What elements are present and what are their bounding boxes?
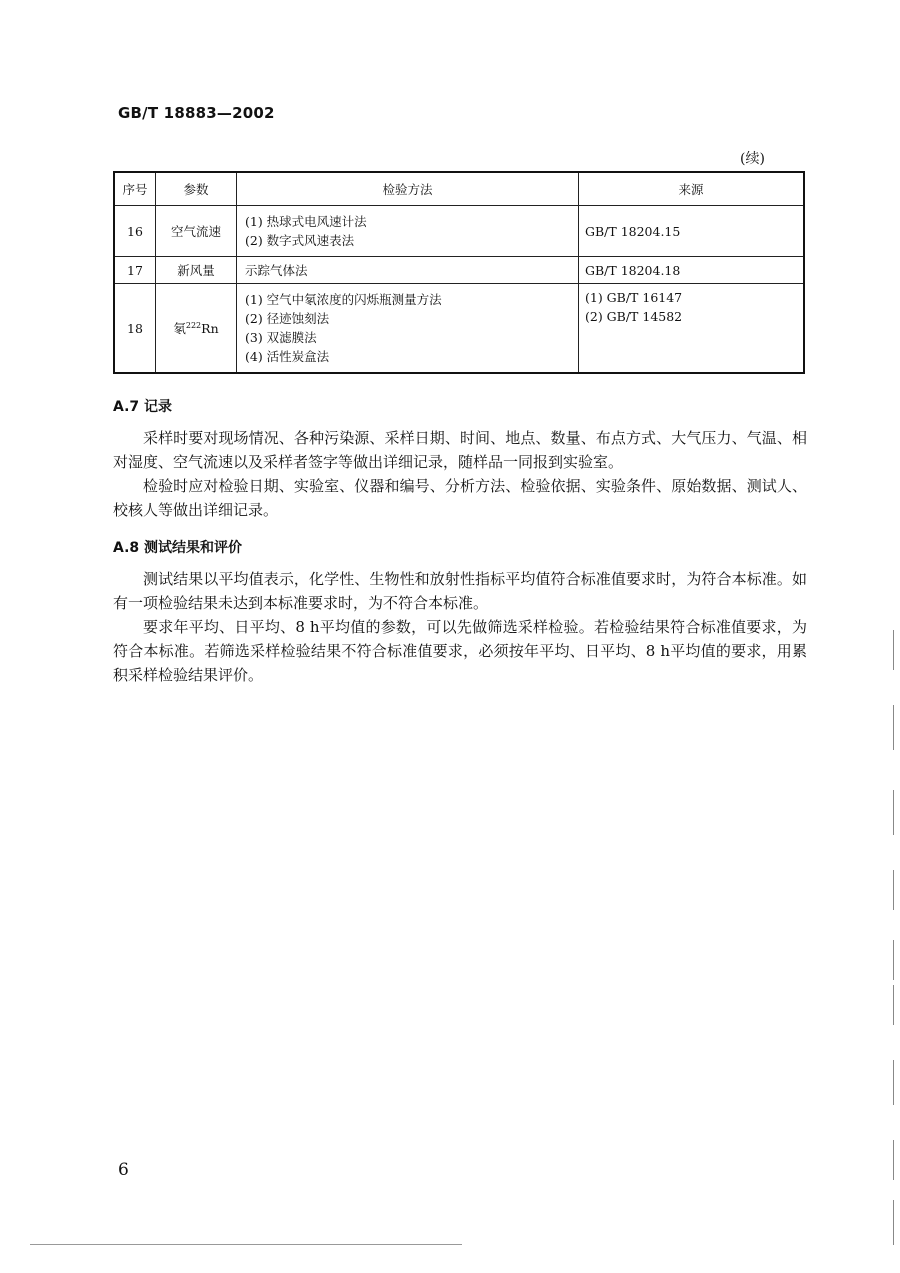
method-item: (1) 空气中氡浓度的闪烁瓶测量方法 — [245, 292, 442, 307]
method-item: (2) 数字式风速表法 — [245, 233, 355, 248]
row-no: 16 — [114, 206, 156, 257]
method-item: (1) 热球式电风速计法 — [245, 214, 367, 229]
row-param — [156, 284, 237, 374]
table-row — [114, 284, 804, 374]
paragraph: 要求年平均、日平均、8 h平均值的参数，可以先做筛选采样检验。若检验结果符合标准值要求，为符合本标准。若筛选采样检验结果不符合标准值要求，必须按年平均、日平均、8 h平均值的要求，用累积采样检验结果评价。 — [113, 618, 807, 684]
row-no: 17 — [114, 257, 156, 284]
scan-edge-mark — [893, 870, 894, 910]
paragraph: 测试结果以平均值表示，化学性、生物性和放射性指标平均值符合标准值要求时，为符合本标准。如有一项检验结果未达到本标准要求时，为不符合本标准。 — [113, 570, 807, 612]
method-item: (3) 双滤膜法 — [245, 330, 317, 345]
scan-edge-mark — [893, 705, 894, 750]
scan-edge-mark — [893, 985, 894, 1025]
col-header-no: 序号 — [114, 172, 156, 206]
method-item: (2) 径迹蚀刻法 — [245, 311, 330, 326]
table-continued-label: (续) — [740, 151, 765, 167]
row-methods — [237, 206, 579, 257]
col-header-method: 检验方法 — [237, 172, 579, 206]
col-header-param: 参数 — [156, 172, 237, 206]
row-param: 空气流速 — [156, 206, 237, 257]
source-item: (1) GB/T 16147 — [585, 290, 683, 305]
table-header-row — [114, 172, 804, 206]
row-param: 新风量 — [156, 257, 237, 284]
section-title-a7: A.7 记录 — [113, 399, 173, 415]
paragraph: 检验时应对检验日期、实验室、仪器和编号、分析方法、检验依据、实验条件、原始数据、测试人、校核人等做出详细记录。 — [113, 477, 807, 519]
method-item: (4) 活性炭盒法 — [245, 349, 330, 364]
page-number: 6 — [118, 1160, 129, 1180]
scan-edge-mark — [893, 940, 894, 980]
param-element: 氡 — [173, 321, 186, 336]
col-header-source: 来源 — [579, 172, 805, 206]
scan-edge-mark — [893, 630, 894, 670]
param-symbol: Rn — [201, 321, 219, 336]
table-row — [114, 206, 804, 257]
scan-edge-mark — [893, 1060, 894, 1105]
row-source: GB/T 18204.15 — [579, 206, 805, 257]
parameters-table — [113, 171, 805, 374]
scan-edge-mark — [893, 1200, 894, 1245]
row-source — [579, 284, 805, 374]
standard-number: GB/T 18883—2002 — [118, 104, 275, 122]
scan-edge-mark — [893, 1140, 894, 1180]
row-methods: 示踪气体法 — [237, 257, 579, 284]
param-isotope-mass: 222 — [185, 320, 202, 330]
paragraph: 采样时要对现场情况、各种污染源、采样日期、时间、地点、数量、布点方式、大气压力、气温、相对湿度、空气流速以及采样者签字等做出详细记录，随样品一同报到实验室。 — [113, 429, 807, 471]
table-row — [114, 257, 804, 284]
source-item: (2) GB/T 14582 — [585, 309, 683, 324]
footer-rule — [30, 1244, 462, 1245]
scan-edge-mark — [893, 790, 894, 835]
row-no: 18 — [114, 284, 156, 374]
row-methods — [237, 284, 579, 374]
section-title-a8: A.8 测试结果和评价 — [113, 540, 243, 556]
row-source: GB/T 18204.18 — [579, 257, 805, 284]
